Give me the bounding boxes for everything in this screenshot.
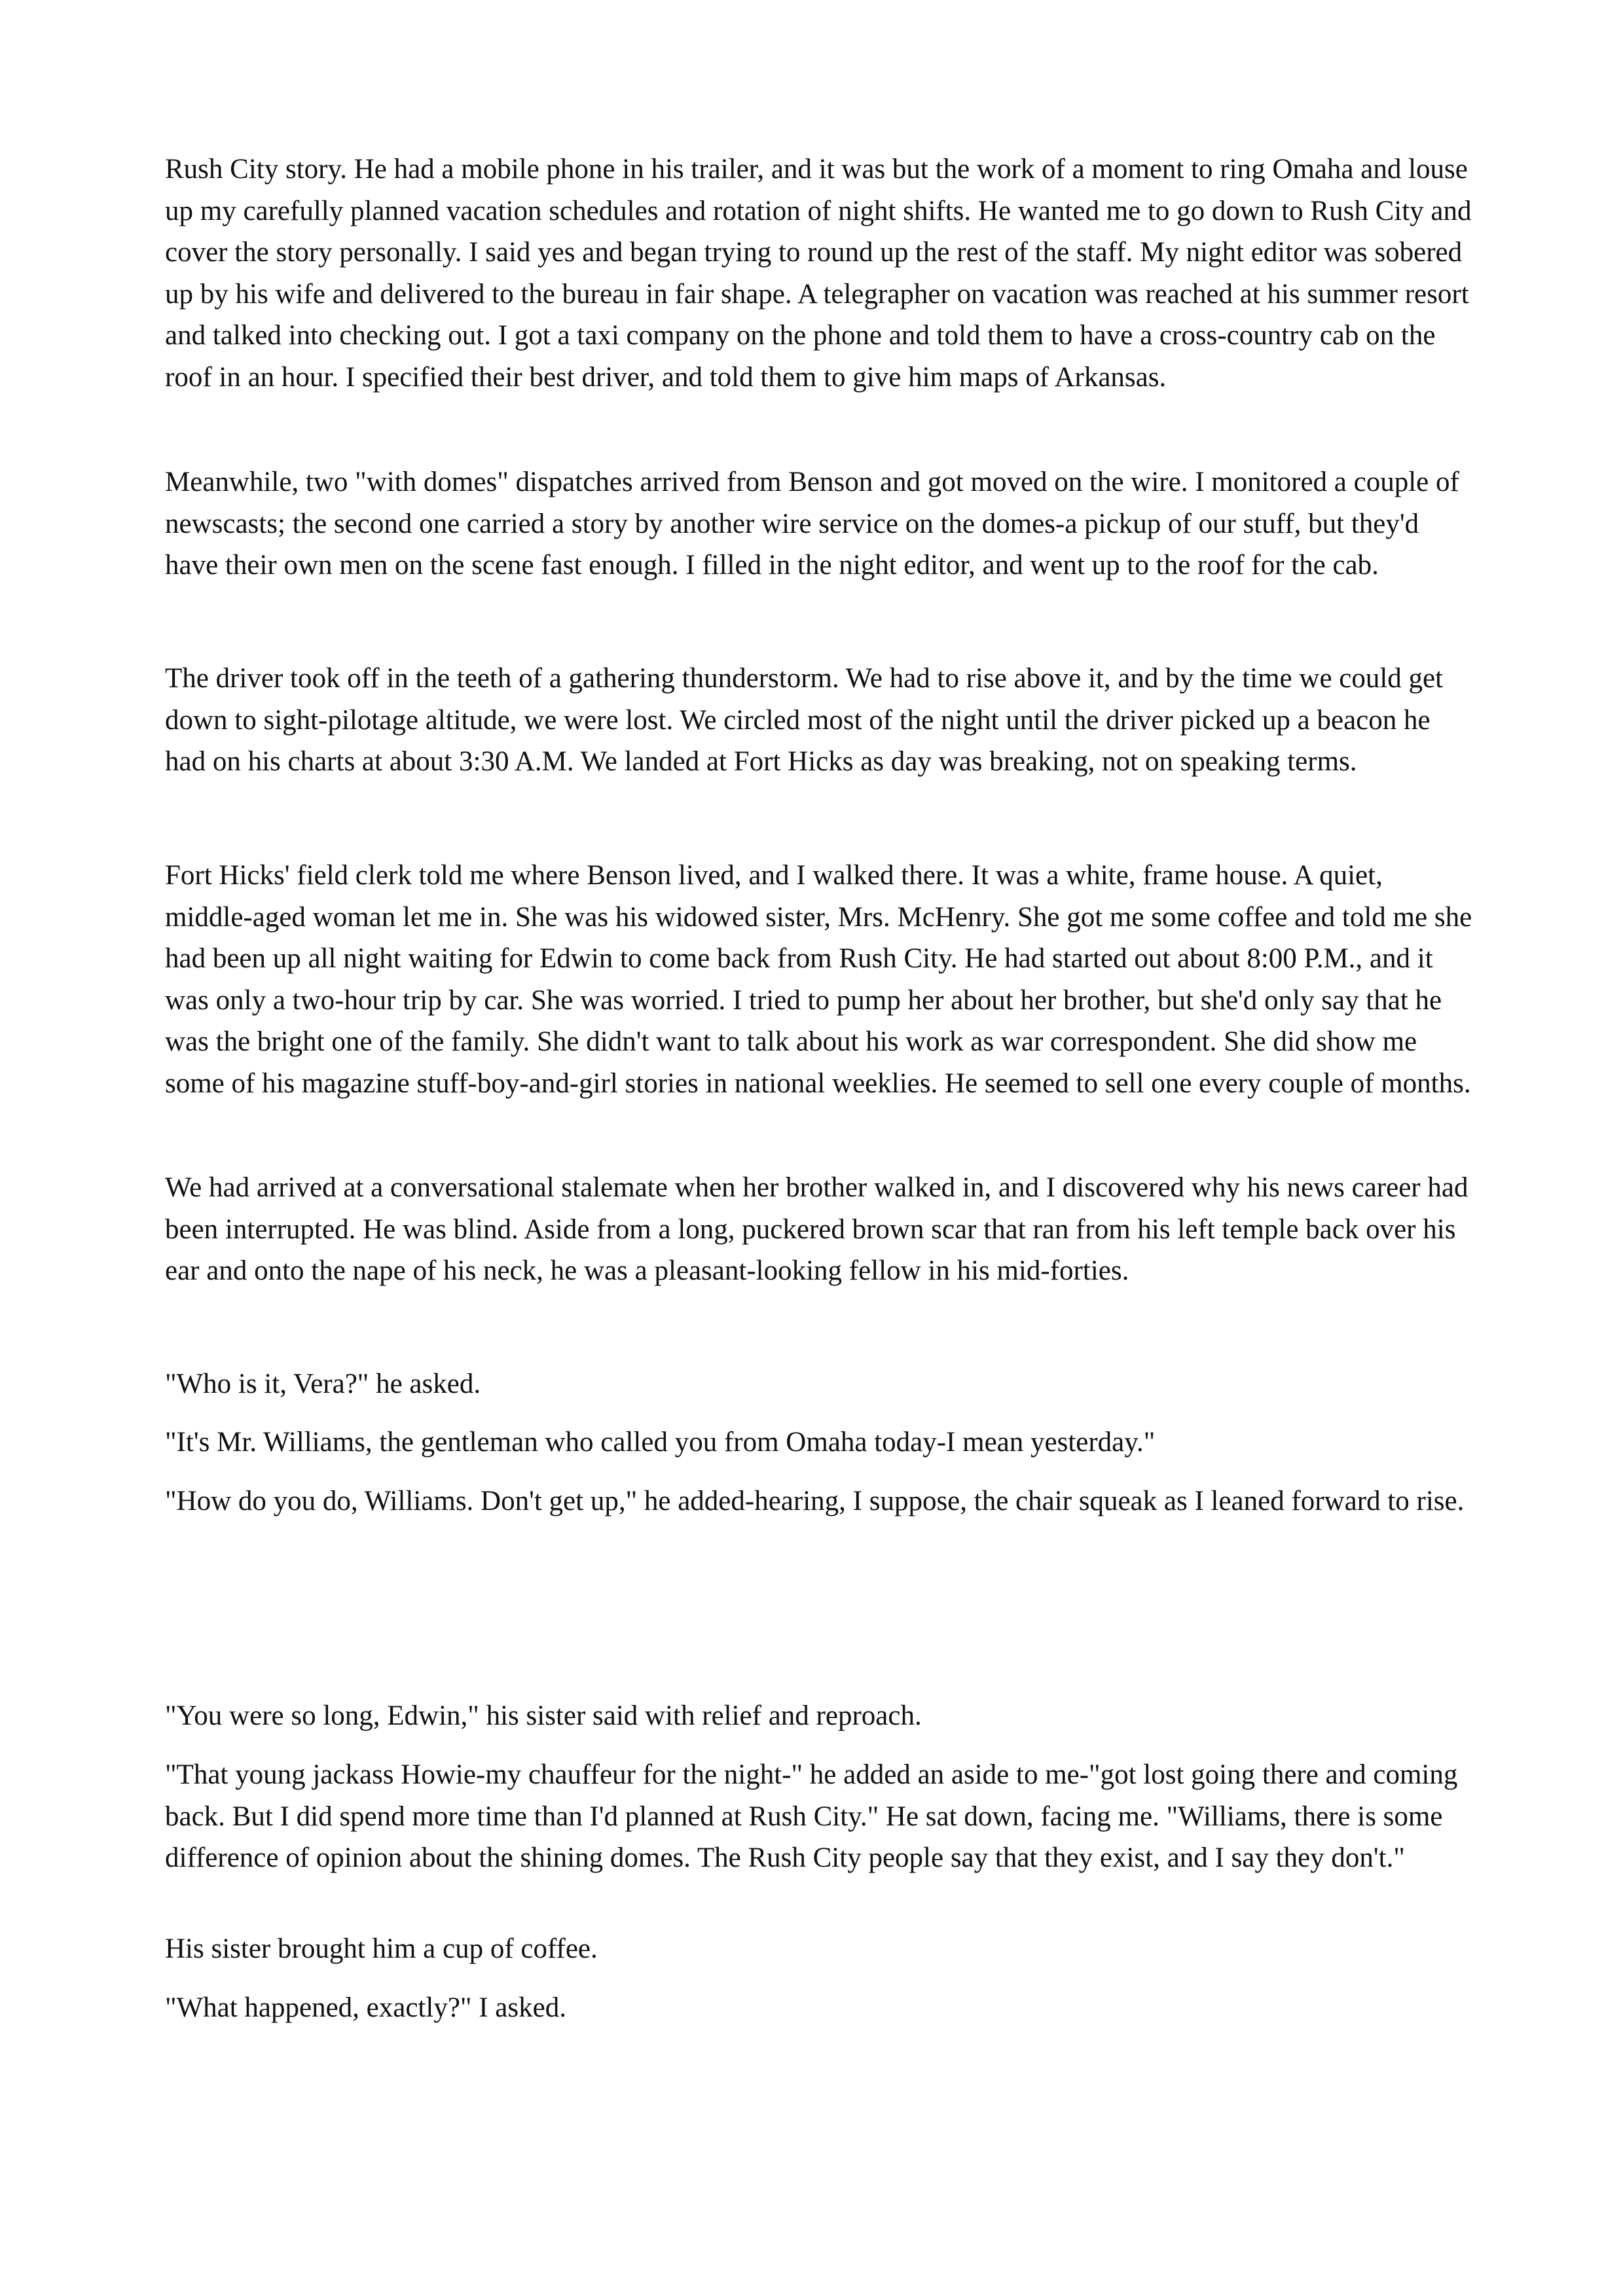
paragraph: "That young jackass Howie-my chauffeur for the night-" he added an aside to me-"got lost going there and coming back. But I did spend more time than I'd planned at Rush City." He sat down, facing me. "Williams, there is some difference of opinion about the shining domes. The Rush City people say that they exist, and I say they don't." [165, 1759, 1458, 1873]
paragraph: Fort Hicks' field clerk told me where Benson lived, and I walked there. It was a white, frame house. A quiet, middle-aged woman let me in. She was his widowed sister, Mrs. McHenry. She got me some coffee and told me she had been up all night waiting for Edwin to come back from Rush City. He had started out about 8:00 P.M., and it was only a two-hour trip by car. She was worried. I tried to pump her about her brother, but she'd only say that he was the bright one of the family. She didn't want to talk about his work as war correspondent. She did show me some of his magazine stuff-boy-and-girl stories in national weeklies. He seemed to sell one every couple of months. [165, 860, 1472, 1099]
paragraph: The driver took off in the teeth of a gathering thunderstorm. We had to rise above it, and by the time we could get down to sight-pilotage altitude, we were lost. We circled most of the night until the driver picked up a beacon he had on his charts at about 3:30 A.M. We landed at Fort Hicks as day was breaking, not on speaking terms. [165, 663, 1444, 777]
paragraph: "Who is it, Vera?" he asked. [165, 1369, 481, 1399]
paragraph: Meanwhile, two "with domes" dispatches arrived from Benson and got moved on the wire. I monitored a couple of newscasts; the second one carried a story by another wire service on the domes-a pickup of our stuff, but they'd have their own men on the scene fast enough. I filled in the night editor, and went up to the roof for the cab. [165, 467, 1459, 581]
paragraph: "It's Mr. Williams, the gentleman who called you from Omaha today-I mean yesterday." [165, 1427, 1156, 1458]
paragraph: "How do you do, Williams. Don't get up," he added-hearing, I suppose, the chair squeak as I leaned forward to rise. [165, 1486, 1465, 1516]
paragraph: "You were so long, Edwin," his sister said with relief and reproach. [165, 1700, 922, 1731]
paragraph: "What happened, exactly?" I asked. [165, 1992, 566, 2023]
paragraph: We had arrived at a conversational stalemate when her brother walked in, and I discovered why his news career had been interrupted. He was blind. Aside from a long, puckered brown scar that ran from his left temple back over his ear and onto the nape of his neck, he was a pleasant-looking fellow in his mid-forties. [165, 1172, 1468, 1286]
paragraph: Rush City story. He had a mobile phone in his trailer, and it was but the work of a moment to ring Omaha and louse up my carefully planned vacation schedules and rotation of night shifts. He wanted me to go down to Rush City and cover the story personally. I said yes and began trying to round up the rest of the staff. My night editor was sobered up by his wife and delivered to the bureau in fair shape. A telegrapher on vacation was reached at his summer resort and talked into checking out. I got a taxi company on the phone and told them to have a cross-country cab on the roof in an hour. I specified their best driver, and told them to give him maps of Arkansas. [165, 154, 1472, 393]
paragraph: His sister brought him a cup of coffee. [165, 1933, 598, 1964]
